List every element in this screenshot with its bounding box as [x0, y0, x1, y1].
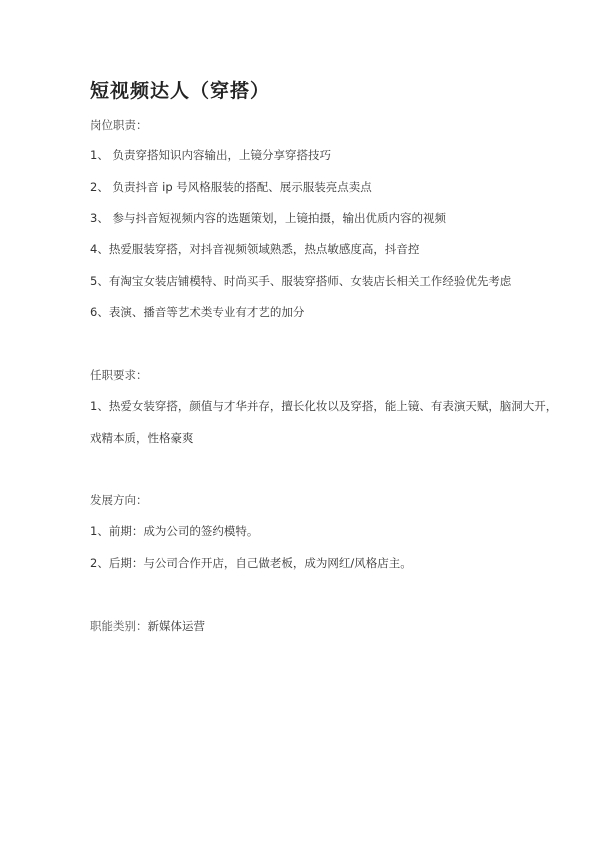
- duty-item-1: 1、 负责穿搭知识内容输出，上镜分享穿搭技巧: [90, 148, 331, 162]
- job-category: [90, 619, 205, 633]
- requirement-line-2: 戏精本质，性格豪爽: [90, 431, 194, 445]
- duty-item-3: 3、 参与抖音短视频内容的选题策划，上镜拍摄，输出优质内容的视频: [90, 211, 446, 225]
- job-category-label: 职能类别：: [90, 619, 148, 633]
- development-item-2: 2、后期：与公司合作开店，自己做老板，成为网红/风格店主。: [90, 556, 412, 570]
- duty-item-4: 4、热爱服装穿搭，对抖音视频领域熟悉，热点敏感度高，抖音控: [90, 242, 420, 256]
- duty-item-6: 6、表演、播音等艺术类专业有才艺的加分: [90, 305, 305, 319]
- duty-item-5: 5、有淘宝女装店铺模特、时尚买手、服装穿搭师、女装店长相关工作经验优先考虑: [90, 274, 512, 288]
- development-heading: 发展方向：: [90, 493, 148, 507]
- job-category-value: 新媒体运营: [147, 619, 205, 633]
- requirement-line-1: 1、热爱女装穿搭，颜值与才华并存，擅长化妆以及穿搭，能上镜、有表演天赋，脑洞大开，: [90, 399, 558, 413]
- job-posting-document: [90, 0, 570, 849]
- page-title: 短视频达人（穿搭）: [90, 80, 271, 102]
- development-item-1: 1、前期：成为公司的签约模特。: [90, 524, 259, 538]
- requirements-heading: 任职要求：: [90, 368, 148, 382]
- duties-heading: 岗位职责：: [90, 118, 148, 132]
- duty-item-2: 2、 负责抖音 ip 号风格服装的搭配、展示服装亮点卖点: [90, 180, 372, 194]
